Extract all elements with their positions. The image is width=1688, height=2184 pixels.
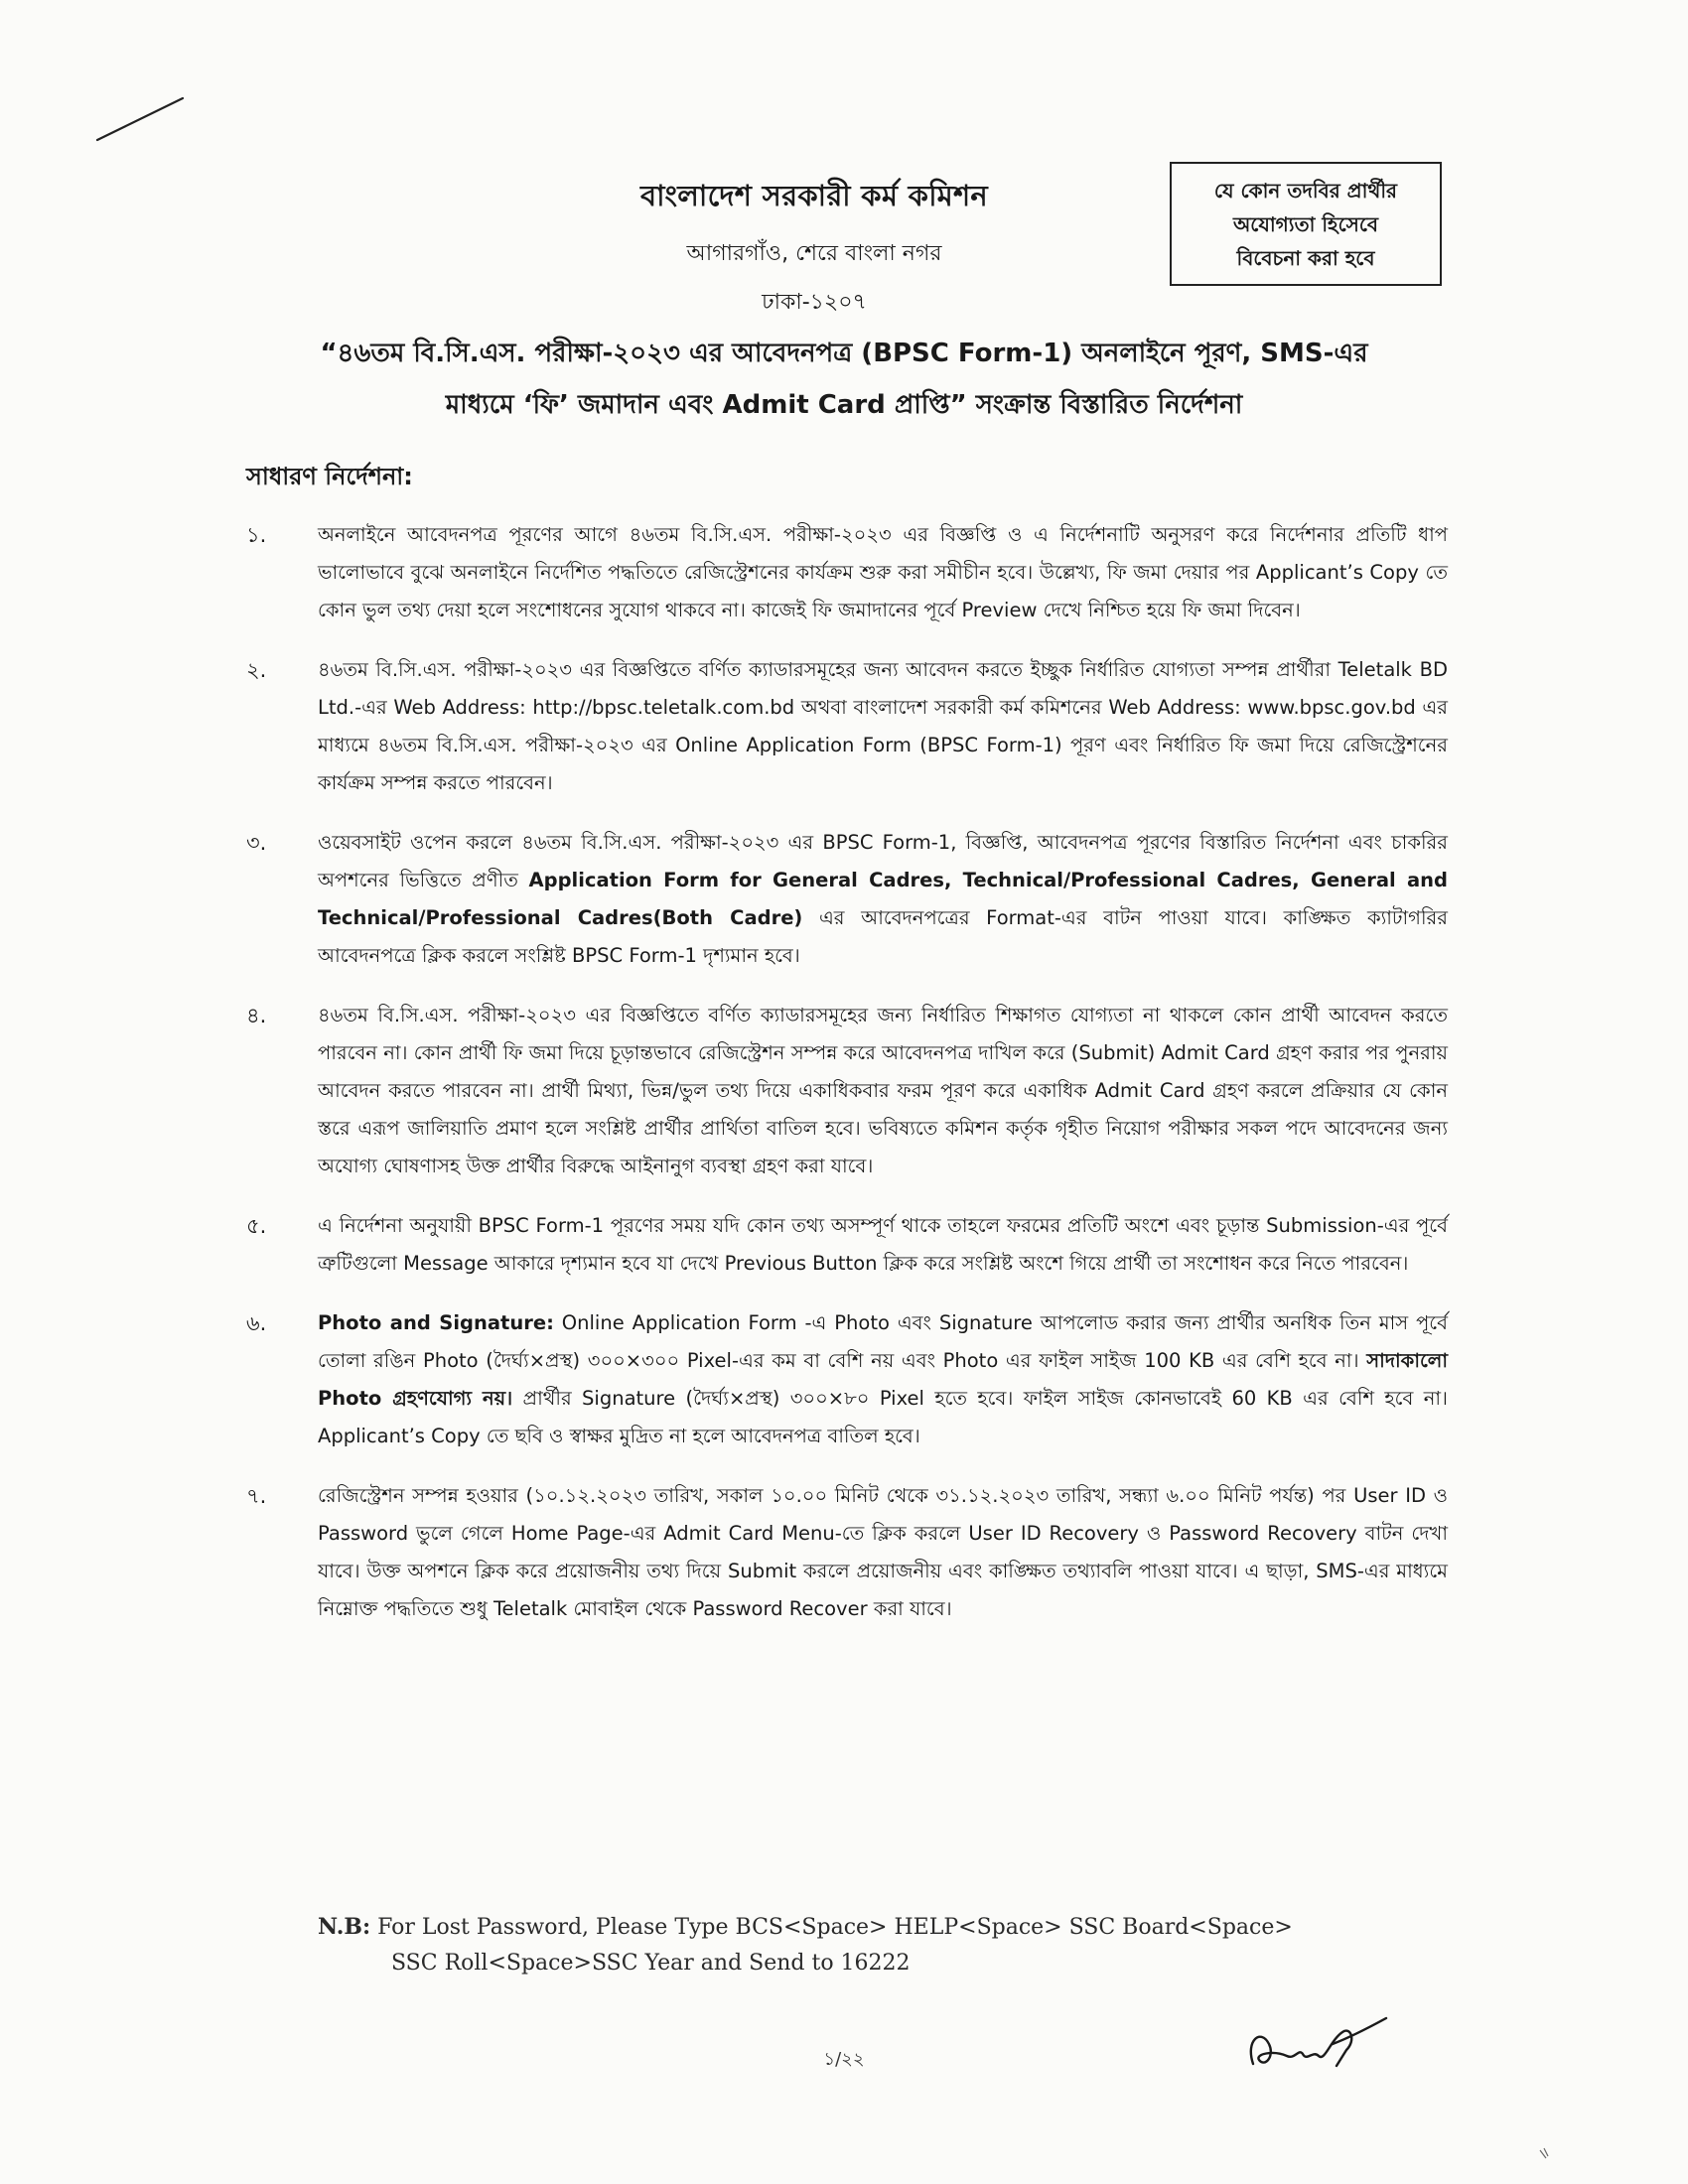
pen-stroke-mark <box>95 94 195 144</box>
item-number: ৬. <box>246 1311 267 1335</box>
item-text-part: ওয়েবসাইট ওপেন করলে ৪৬তম বি.সি.এস. পরীক্ষা-২০২৩ এর BPSC Form-1, বিজ্ঞপ্তি, আবেদনপত্র পূরণের বিস্তারিত নির্দেশনা এবং চাকরির অপশনের ভিত্তিতে প্রণীত <box>318 831 1448 891</box>
document-header <box>516 174 1112 334</box>
item-number: ২. <box>246 658 267 682</box>
nb-line-1 <box>318 1909 1450 1946</box>
item-text: এ নির্দেশনা অনুযায়ী BPSC Form-1 পূরণের সময় যদি কোন তথ্য অসম্পূর্ণ থাকে তাহলে ফরমের প্রতিটি অংশে এবং চূড়ান্ত Submission-এর পূর্বে ত্রুটিগুলো Message আকারে দৃশ্যমান হবে যা দেখে Previous Button ক্লিক করে সংশ্লিষ্ট অংশে গিয়ে প্রার্থী তা সংশোধন করে নিতে পারবেন। <box>318 1214 1448 1275</box>
item-text: অনলাইনে আবেদনপত্র পূরণের আগে ৪৬তম বি.সি.এস. পরীক্ষা-২০২৩ এর বিজ্ঞপ্তি ও এ নির্দেশনাটি অনুসরণ করে নির্দেশনার প্রতিটি ধাপ ভালোভাবে বুঝে অনলাইনে নির্দেশিত পদ্ধতিতে রেজিস্ট্রেশনের কার্যক্রম শুরু করা সমীচীন হবে। উল্লেখ্য, ফি জমা দেয়ার পর Applicant’s Copy তে কোন ভুল তথ্য দেয়া হলে সংশোধনের সুযোগ থাকবে না। কাজেই ফি জমাদানের পূর্বে Preview দেখে নিশ্চিত হয়ে ফি জমা দিবেন। <box>318 523 1448 621</box>
item-text-part: Online Application Form -এ Photo এবং Signature আপলোড করার জন্য প্রার্থীর অনধিক তিন মাস পূর্বে তোলা রঙিন Photo (দৈর্ঘ্য×প্রস্থ) ৩০০×৩০০ Pixel-এর কম বা বেশি নয় এবং Photo এর ফাইল সাইজ 100 KB এর বেশি হবে না। <box>318 1311 1448 1372</box>
title-line-2: মাধ্যমে ‘ফি’ জমাদান এবং Admit Card প্রাপ্তি” সংক্রান্ত বিস্তারিত নির্দেশনা <box>445 390 1243 420</box>
organization-name: বাংলাদেশ সরকারী কর্ম কমিশন <box>639 179 989 212</box>
item-text-bold: Application Form for General Cadres, Technical/Professional Cadres, General and Technical/Professional Cadres(Both Cadre) <box>318 869 1448 929</box>
list-item <box>246 824 1448 975</box>
title-line-1: “৪৬তম বি.সি.এস. পরীক্ষা-২০২৩ এর আবেদনপত্র (BPSC Form-1) অনলাইনে পূরণ, SMS-এর <box>320 339 1368 368</box>
nb-label: N.B: <box>318 1914 371 1940</box>
item-text <box>318 1304 1448 1455</box>
notice-line-2: অযোগ্যতা হিসেবে <box>1232 211 1378 236</box>
handwritten-signature <box>1239 2010 1398 2080</box>
item-number: ৪. <box>246 1004 267 1027</box>
document-title <box>179 328 1509 431</box>
item-text: ৪৬তম বি.সি.এস. পরীক্ষা-২০২৩ এর বিজ্ঞপ্তিতে বর্ণিত ক্যাডারসমূহের জন্য আবেদন করতে ইচ্ছুক নির্ধারিত যোগ্যতা সম্পন্ন প্রার্থীরা Teletalk BD Ltd.-এর Web Address: http://bpsc.teletalk.com.bd অথবা বাংলাদেশ সরকারী কর্ম কমিশনের Web Address: www.bpsc.gov.bd এর মাধ্যমে ৪৬তম বি.সি.এস. পরীক্ষা-২০২৩ এর Online Application Form (BPSC Form-1) পূরণ এবং নির্ধারিত ফি জমা দিয়ে রেজিস্ট্রেশনের কার্যক্রম সম্পন্ন করতে পারবেন। <box>318 658 1448 794</box>
list-item <box>246 1304 1448 1455</box>
item-text <box>318 824 1448 975</box>
address-line-2: ঢাকা-১২০৭ <box>762 290 867 315</box>
item-text: রেজিস্ট্রেশন সম্পন্ন হওয়ার (১০.১২.২০২৩ তারিখ, সকাল ১০.০০ মিনিট থেকে ৩১.১২.২০২৩ তারিখ, সন্ধ্যা ৬.০০ মিনিট পর্যন্ত) পর User ID ও Password ভুলে গেলে Home Page-এর Admit Card Menu-তে ক্লিক করলে User ID Recovery ও Password Recovery বাটন দেখা যাবে। উক্ত অপশনে ক্লিক করে প্রয়োজনীয় তথ্য দিয়ে Submit করলে প্রয়োজনীয় এবং কাঙ্ক্ষিত তথ্যাবলি পাওয়া যাবে। এ ছাড়া, SMS-এর মাধ্যমে নিম্নোক্ত পদ্ধতিতে শুধু Teletalk মোবাইল থেকে Password Recover করা যাবে। <box>318 1484 1448 1620</box>
nb-text-1: For Lost Password, Please Type BCS<Space> HELP<Space> SSC Board<Space> <box>377 1915 1293 1940</box>
address-line-1: আগারগাঁও, শেরে বাংলা নগর <box>686 241 942 266</box>
nb-note <box>318 1909 1450 1981</box>
item-text-bold: Photo and Signature: <box>318 1311 554 1334</box>
list-item <box>246 1207 1448 1283</box>
notice-line-3: বিবেচনা করা হবে <box>1236 245 1375 270</box>
list-item <box>246 1477 1448 1628</box>
list-item <box>246 651 1448 802</box>
notice-line-1: যে কোন তদবির প্রার্থীর <box>1213 178 1398 203</box>
item-number: ৩. <box>246 831 267 855</box>
notice-box <box>1170 162 1442 286</box>
item-text-part: প্রার্থীর Signature (দৈর্ঘ্য×প্রস্থ) ৩০০×৮০ Pixel হতে হবে। ফাইল সাইজ কোনভাবেই 60 KB এর বেশি হবে না। Applicant’s Copy তে ছবি ও স্বাক্ষর মুদ্রিত না হলে আবেদনপত্র বাতিল হবে। <box>318 1387 1448 1447</box>
item-text-part: এর আবেদনপত্রের Format-এর বাটন পাওয়া যাবে। কাঙ্ক্ষিত ক্যাটাগরির আবেদনপত্রে ক্লিক করলে সংশ্লিষ্ট BPSC Form-1 দৃশ্যমান হবে। <box>318 906 1448 967</box>
instruction-list <box>246 516 1448 1650</box>
scan-smudge-mark <box>1534 2144 1564 2174</box>
nb-line-2: SSC Roll<Space>SSC Year and Send to 16222 <box>391 1951 911 1976</box>
item-text: ৪৬তম বি.সি.এস. পরীক্ষা-২০২৩ এর বিজ্ঞপ্তিতে বর্ণিত ক্যাডারসমূহের জন্য নির্ধারিত শিক্ষাগত যোগ্যতা না থাকলে কোন প্রার্থী আবেদন করতে পারবেন না। কোন প্রার্থী ফি জমা দিয়ে চূড়ান্তভাবে রেজিস্ট্রেশন সম্পন্ন করে আবেদনপত্র দাখিল করে (Submit) Admit Card গ্রহণ করার পর পুনরায় আবেদন করতে পারবেন না। প্রার্থী মিথ্যা, ভিন্ন/ভুল তথ্য দিয়ে একাধিকবার ফরম পূরণ করে একাধিক Admit Card গ্রহণ করলে প্রক্রিয়ার যে কোন স্তরে এরূপ জালিয়াতি প্রমাণ হলে সংশ্লিষ্ট প্রার্থীর প্রার্থিতা বাতিল হবে। ভবিষ্যতে কমিশন কর্তৃক গৃহীত নিয়োগ পরীক্ষার সকল পদে আবেদনের জন্য অযোগ্য ঘোষণাসহ উক্ত প্রার্থীর বিরুদ্ধে আইনানুগ ব্যবস্থা গ্রহণ করা যাবে। <box>318 1004 1448 1177</box>
section-heading: সাধারণ নির্দেশনা: <box>246 463 413 490</box>
list-item <box>246 516 1448 629</box>
page-number: ১/২২ <box>823 2049 865 2070</box>
list-item <box>246 997 1448 1185</box>
item-number: ৭. <box>246 1484 267 1508</box>
item-text-bold: সাদাকালো Photo গ্রহণযোগ্য নয়। <box>318 1349 1448 1410</box>
item-number: ১. <box>246 523 267 547</box>
item-number: ৫. <box>246 1214 267 1238</box>
